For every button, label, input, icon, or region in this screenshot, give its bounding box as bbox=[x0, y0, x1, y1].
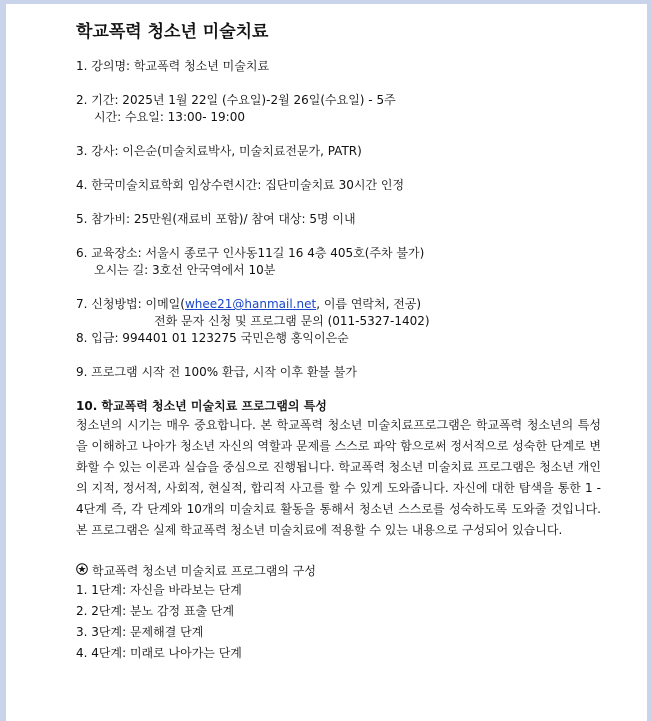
email-link[interactable]: whee21@hanmail.net bbox=[184, 297, 317, 311]
apply-suffix: , 이름 연락처, 전공) bbox=[316, 297, 422, 311]
certification: 4. 한국미술치료학회 임상수련시간: 집단미술치료 30시간 인정 bbox=[76, 178, 405, 192]
deposit: 8. 입금: 994401 01 123275 국민은행 홍익이은순 bbox=[76, 331, 349, 345]
features-paragraph: 청소년의 시기는 매우 중요합니다. 본 학교폭력 청소년 미술치료프로그램은 학교폭력 청소년의 특성을 이해하고 나아가 청소년 자신의 역할과 문제를 스스로 파악 함으로써 정서적으로 성숙한 단계로 변화할 수 있는 이론과 실습을 중심으로 진행됩니다. 학교폭력 청소년 미술치료 프로그램은 청소년 개인의 지적, 정서적, 사회적, 현실적, 합리적 사고를 할 수 있게 도와줍니다. 자신에 대한 탐색을 통한 1 - 4단계 즉, 각 단계와 10개의 미술치료 활동을 통해서 청소년 스스로를 성숙하도록 도와줄 것입니다. 본 프로그램은 실제 학교폭력 청소년 미술치료에 적용할 수 있는 내용으로 구성되어 있습니다. bbox=[76, 418, 601, 537]
directions: 오시는 길: 3호선 안국역에서 10분 bbox=[94, 263, 276, 277]
step-1: 1. 1단계: 자신을 바라보는 단계 bbox=[76, 583, 242, 597]
page-title: 학교폭력 청소년 미술치료 bbox=[76, 22, 269, 42]
star-circle-icon bbox=[76, 563, 88, 580]
step-3: 3. 3단계: 문제해결 단계 bbox=[76, 625, 204, 639]
refund-policy: 9. 프로그램 시작 전 100% 환급, 시작 이후 환불 불가 bbox=[76, 365, 357, 379]
apply-method bbox=[76, 296, 601, 313]
location: 6. 교육장소: 서울시 종로구 인사동11길 16 4층 405호(주차 불가) bbox=[76, 246, 425, 260]
instructor: 3. 강사: 이은순(미술치료박사, 미술치료전문가, PATR) bbox=[76, 144, 362, 158]
structure-heading-row bbox=[76, 563, 601, 580]
apply-prefix: 7. 신청방법: 이메일( bbox=[76, 297, 185, 311]
step-2: 2. 2단계: 분노 감정 표출 단계 bbox=[76, 604, 235, 618]
apply-phone: 전화 문자 신청 및 프로그램 문의 (011-5327-1402) bbox=[154, 314, 430, 328]
document-content bbox=[76, 20, 601, 664]
document-page bbox=[6, 4, 647, 721]
course-name: 1. 강의명: 학교폭력 청소년 미술치료 bbox=[76, 59, 270, 73]
features-heading: 10. 학교폭력 청소년 미술치료 프로그램의 특성 bbox=[76, 399, 327, 413]
fee: 5. 참가비: 25만원(재료비 포함)/ 참여 대상: 5명 이내 bbox=[76, 212, 356, 226]
step-4: 4. 4단계: 미래로 나아가는 단계 bbox=[76, 646, 242, 660]
session-time: 시간: 수요일: 13:00- 19:00 bbox=[94, 110, 245, 124]
structure-heading: 학교폭력 청소년 미술치료 프로그램의 구성 bbox=[92, 564, 316, 578]
period: 2. 기간: 2025년 1월 22일 (수요일)-2월 26일(수요일) - 5주 bbox=[76, 93, 396, 107]
